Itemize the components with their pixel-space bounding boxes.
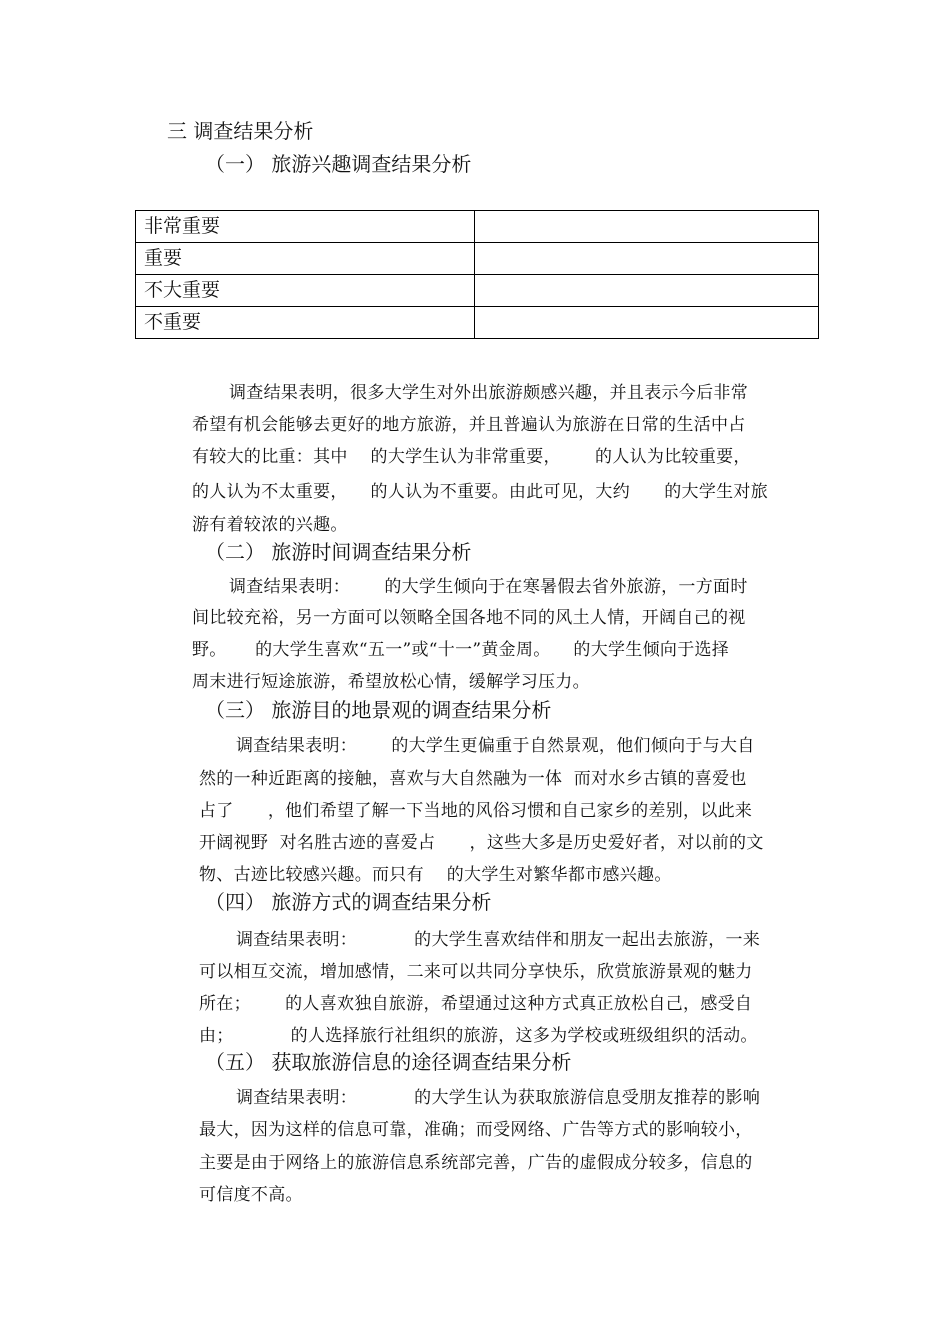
- paragraph-line: 的人认为不太重要， 的人认为不重要。由此可见，大约 的大学生对旅: [192, 482, 769, 502]
- table-row: [136, 307, 819, 339]
- table-label-cell: 重要: [136, 243, 475, 275]
- paragraph-line: 调查结果表明： 的大学生认为获取旅游信息受朋友推荐的影响: [236, 1088, 761, 1108]
- paragraph-line: 间比较充裕，另一方面可以领略全国各地不同的风土人情，开阔自己的视: [192, 608, 746, 628]
- table-row: [136, 275, 819, 307]
- paragraph-line: 主要是由于网络上的旅游信息系统部完善，广告的虚假成分较多，信息的: [199, 1153, 753, 1173]
- table-label-cell: 不大重要: [136, 275, 475, 307]
- paragraph-line: 野。 的大学生喜欢“五一”或“十一”黄金周。 的大学生倾向于选择: [192, 640, 730, 660]
- table-label-cell: 非常重要: [136, 211, 475, 243]
- section-heading: 三 调查结果分析: [167, 119, 314, 143]
- subsection-title-4: （四） 旅游方式的调查结果分析: [205, 890, 492, 914]
- paragraph-line: 调查结果表明： 的大学生倾向于在寒暑假去省外旅游，一方面时: [229, 577, 748, 597]
- paragraph-line: 然的一种近距离的接触，喜欢与大自然融为一体 而对水乡古镇的喜爱也: [199, 769, 747, 789]
- table-value-cell: [475, 243, 819, 275]
- subsection-title-5: （五） 获取旅游信息的途径调查结果分析: [205, 1050, 572, 1074]
- paragraph-line: 最大，因为这样的信息可靠，准确；而受网络、广告等方式的影响较小，: [199, 1120, 753, 1140]
- paragraph-line: 开阔视野 对名胜古迹的喜爱占 ，这些大多是历史爱好者，对以前的文: [199, 833, 764, 853]
- paragraph-line: 周末进行短途旅游，希望放松心情，缓解学习压力。: [192, 672, 590, 692]
- table-row: [136, 243, 819, 275]
- paragraph-line: 由； 的人选择旅行社组织的旅游，这多为学校或班级组织的活动。: [199, 1026, 758, 1046]
- paragraph-line: 调查结果表明，很多大学生对外出旅游颇感兴趣，并且表示今后非常: [229, 383, 748, 403]
- paragraph-line: 可信度不高。: [199, 1185, 303, 1205]
- table-value-cell: [475, 307, 819, 339]
- table-value-cell: [475, 275, 819, 307]
- paragraph-line: 物、古迹比较感兴趣。而只有 的大学生对繁华都市感兴趣。: [199, 865, 672, 885]
- table-row: [136, 211, 819, 243]
- table-label-cell: 不重要: [136, 307, 475, 339]
- paragraph-line: 游有着较浓的兴趣。: [192, 515, 348, 535]
- paragraph-line: 占了 ，他们希望了解一下当地的风俗习惯和自己家乡的差别，以此来: [199, 801, 753, 821]
- paragraph-line: 调查结果表明： 的大学生喜欢结伴和朋友一起出去旅游，一来: [236, 930, 761, 950]
- subsection-title-1: （一） 旅游兴趣调查结果分析: [205, 152, 472, 176]
- subsection-title-3: （三） 旅游目的地景观的调查结果分析: [205, 698, 552, 722]
- paragraph-line: 有较大的比重：其中 的大学生认为非常重要， 的人认为比较重要，: [192, 447, 751, 467]
- interest-table: [135, 210, 819, 339]
- paragraph-line: 调查结果表明： 的大学生更偏重于自然景观，他们倾向于与大自: [236, 736, 755, 756]
- paragraph-line: 所在； 的人喜欢独自旅游，希望通过这种方式真正放松自己，感受自: [199, 994, 753, 1014]
- subsection-title-2: （二） 旅游时间调查结果分析: [205, 540, 472, 564]
- paragraph-line: 希望有机会能够去更好的地方旅游，并且普遍认为旅游在日常的生活中占: [192, 415, 746, 435]
- table-value-cell: [475, 211, 819, 243]
- paragraph-line: 可以相互交流，增加感情，二来可以共同分享快乐，欣赏旅游景观的魅力: [199, 962, 753, 982]
